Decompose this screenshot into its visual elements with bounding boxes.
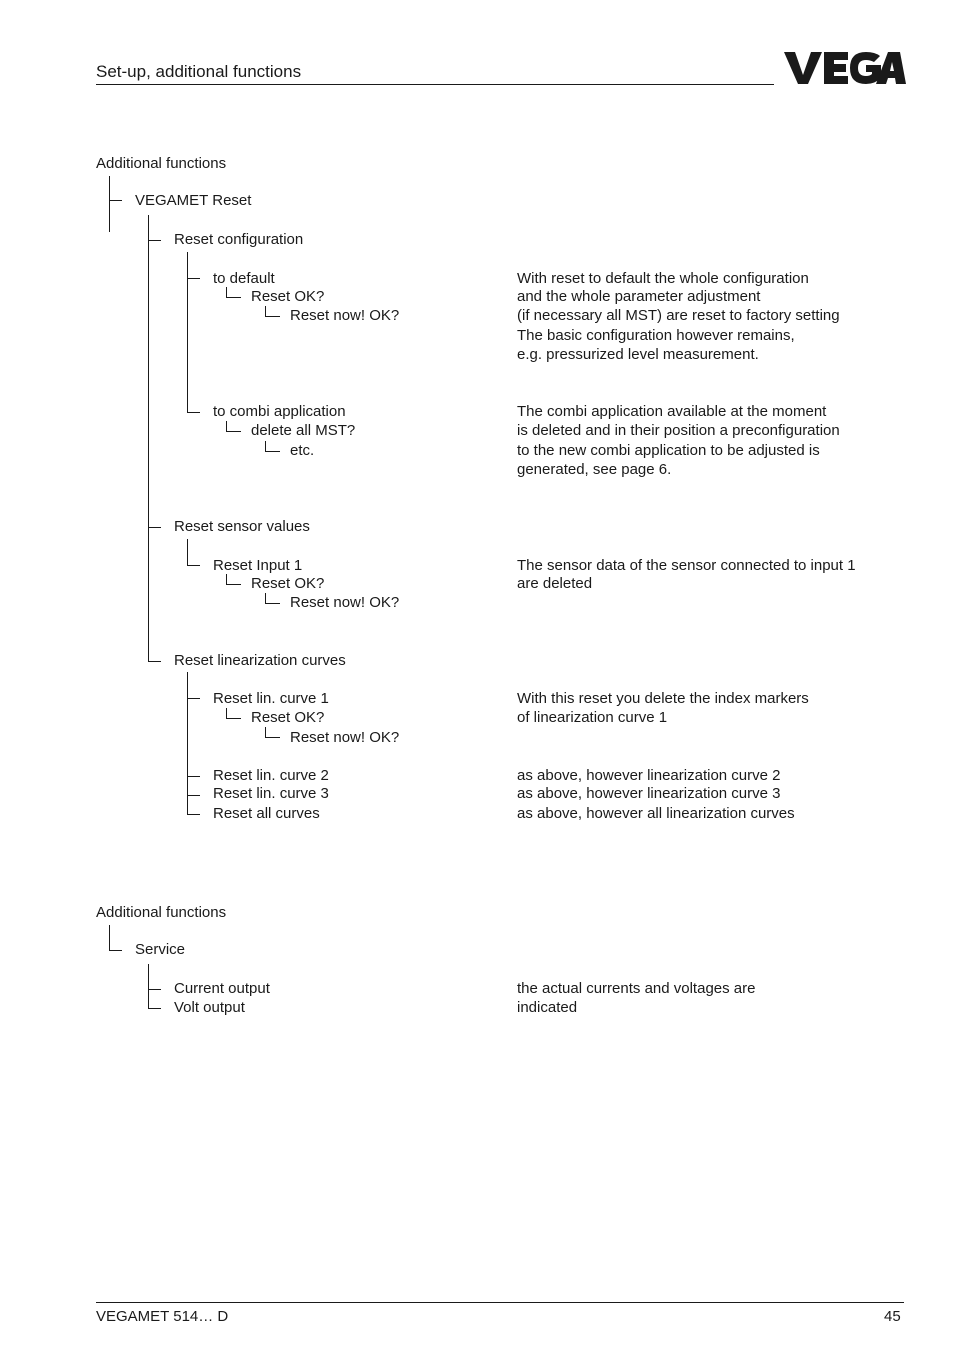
- to-default-label: to default: [213, 270, 275, 287]
- lin-reset-ok-label: Reset OK?: [251, 709, 325, 726]
- tree1-connector: [109, 200, 122, 201]
- tree1-connector: [226, 297, 241, 298]
- tree1-connector: [187, 565, 200, 566]
- tree2-connector: [148, 964, 149, 1008]
- tree1-root: Additional functions: [96, 155, 227, 172]
- tree1-connector: [109, 176, 110, 232]
- current-output-label: Current output: [174, 980, 270, 997]
- lin-curve-2-label: Reset lin. curve 2: [213, 767, 329, 784]
- tree2-root: Additional functions: [96, 904, 227, 921]
- tree1-connector: [187, 412, 200, 413]
- tree1-connector: [148, 527, 161, 528]
- desc-lin2: as above, however linearization curve 2: [517, 767, 781, 784]
- desc-combi: generated, see page 6.: [517, 461, 672, 478]
- volt-output-label: Volt output: [174, 999, 245, 1016]
- to-default-reset-now-label: Reset now! OK?: [290, 307, 400, 324]
- footer-doc: VEGAMET 514… D: [96, 1308, 229, 1325]
- tree1-connector: [265, 316, 280, 317]
- desc-all: as above, however all linearization curves: [517, 805, 795, 822]
- tree1-connector: [226, 584, 241, 585]
- tree1-connector: [187, 795, 200, 796]
- tree1-connector: [265, 451, 280, 452]
- tree1-connector: [265, 306, 266, 316]
- desc-default: e.g. pressurized level measurement.: [517, 346, 759, 363]
- tree1-connector: [187, 698, 200, 699]
- desc-default: With reset to default the whole configuration: [517, 270, 809, 287]
- tree1-connector: [226, 421, 227, 431]
- tree1-connector: [226, 718, 241, 719]
- reset-sensor-values-label: Reset sensor values: [174, 518, 310, 535]
- tree1-connector: [265, 603, 280, 604]
- lin-curve-1-label: Reset lin. curve 1: [213, 690, 329, 707]
- tree2-connector: [109, 950, 122, 951]
- desc-input: The sensor data of the sensor connected to input 1: [517, 557, 856, 574]
- reset-input-1-label: Reset Input 1: [213, 557, 303, 574]
- tree1-connector: [187, 278, 200, 279]
- tree1-connector: [226, 287, 227, 297]
- reset-configuration-label: Reset configuration: [174, 231, 304, 248]
- tree2-connector: [109, 925, 110, 950]
- tree1-connector: [148, 215, 149, 661]
- tree1-connector: [187, 539, 188, 565]
- vegamet-reset-label: VEGAMET Reset: [135, 192, 252, 209]
- desc-default: (if necessary all MST) are reset to factory setting: [517, 307, 840, 324]
- desc-lin1: of linearization curve 1: [517, 709, 668, 726]
- tree1-connector: [187, 672, 188, 814]
- desc-service: the actual currents and voltages are: [517, 980, 756, 997]
- desc-combi: The combi application available at the moment: [517, 403, 827, 420]
- desc-default: The basic configuration however remains,: [517, 327, 795, 344]
- desc-combi: is deleted and in their position a preconfiguration: [517, 422, 840, 439]
- service-label: Service: [135, 941, 186, 958]
- reset-lin-curves-label: Reset linearization curves: [174, 652, 346, 669]
- tree1-connector: [148, 240, 161, 241]
- page-header-title: Set-up, additional functions: [96, 62, 302, 81]
- tree2-connector: [148, 989, 161, 990]
- tree1-connector: [265, 727, 266, 737]
- tree1-connector: [187, 814, 200, 815]
- tree1-connector: [187, 252, 188, 412]
- desc-default: and the whole parameter adjustment: [517, 288, 761, 305]
- tree1-connector: [226, 708, 227, 718]
- page-number: 45: [884, 1308, 901, 1325]
- desc-input: are deleted: [517, 575, 593, 592]
- all-curves-label: Reset all curves: [213, 805, 320, 822]
- tree1-connector: [187, 776, 200, 777]
- tree1-connector: [226, 431, 241, 432]
- header-rule: [96, 84, 774, 85]
- input-reset-ok-label: Reset OK?: [251, 575, 325, 592]
- tree2-connector: [148, 1008, 161, 1009]
- desc-lin3: as above, however linearization curve 3: [517, 785, 781, 802]
- tree1-connector: [148, 661, 161, 662]
- tree1-connector: [265, 737, 280, 738]
- input-reset-now-label: Reset now! OK?: [290, 594, 400, 611]
- desc-combi: to the new combi application to be adjusted is: [517, 442, 820, 459]
- desc-service: indicated: [517, 999, 578, 1016]
- to-combi-delete-label: delete all MST?: [251, 422, 356, 439]
- vega-logo: [782, 48, 906, 88]
- tree1-connector: [226, 574, 227, 584]
- lin-curve-3-label: Reset lin. curve 3: [213, 785, 329, 802]
- footer-rule: [96, 1302, 904, 1303]
- to-default-reset-ok-label: Reset OK?: [251, 288, 325, 305]
- desc-lin1: With this reset you delete the index markers: [517, 690, 809, 707]
- tree1-connector: [265, 593, 266, 603]
- lin-reset-now-label: Reset now! OK?: [290, 729, 400, 746]
- to-combi-etc-label: etc.: [290, 442, 315, 459]
- to-combi-label: to combi application: [213, 403, 346, 420]
- tree1-connector: [265, 441, 266, 451]
